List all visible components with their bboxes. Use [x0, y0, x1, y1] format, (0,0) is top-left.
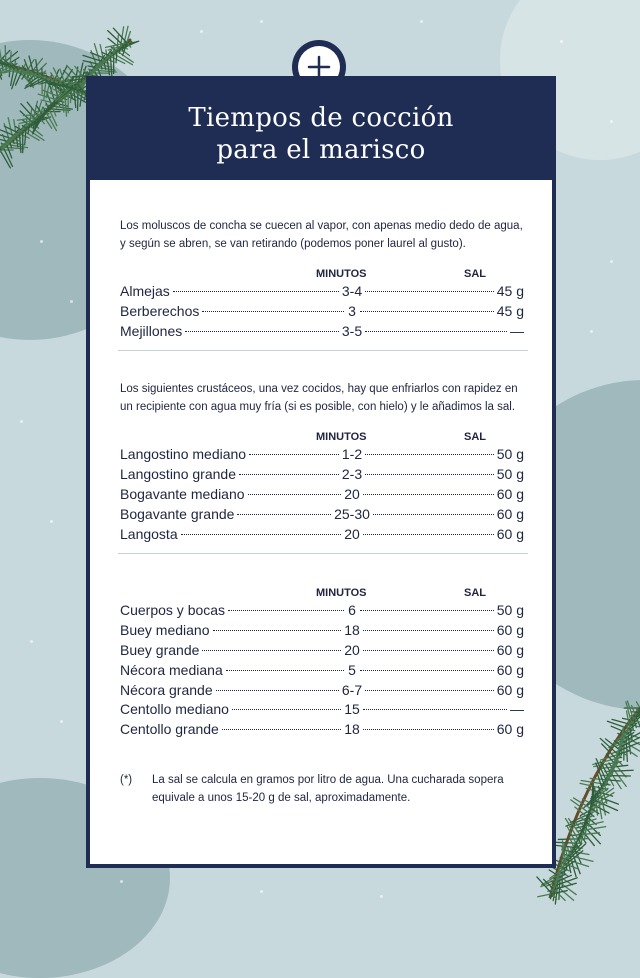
- dot-leader: [248, 494, 342, 495]
- footnote-mark: (*): [120, 771, 152, 807]
- item-name: Buey mediano: [120, 622, 210, 638]
- item-name: Bogavante grande: [120, 506, 234, 522]
- dot-leader: [202, 650, 341, 651]
- item-name: Centollo grande: [120, 721, 219, 737]
- table-row: [120, 622, 524, 642]
- item-name: Centollo mediano: [120, 701, 229, 717]
- table-row: [120, 662, 524, 682]
- item-name: Nécora mediana: [120, 662, 223, 678]
- dot-leader: [363, 709, 507, 710]
- item-name: Mejillones: [120, 323, 182, 339]
- item-name: Cuerpos y bocas: [120, 602, 225, 618]
- table-header: [120, 584, 524, 602]
- snow-dot: [40, 240, 43, 243]
- dot-leader: [216, 690, 339, 691]
- table-rows: [120, 446, 524, 545]
- section-cangrejos: [120, 584, 524, 741]
- dot-leader: [222, 729, 341, 730]
- dot-leader: [365, 331, 507, 332]
- dot-leader: [363, 729, 494, 730]
- table-row: [120, 283, 524, 303]
- dot-leader: [363, 630, 494, 631]
- table-rows: [120, 283, 524, 342]
- item-minutes: 20: [344, 526, 360, 542]
- dot-leader: [365, 474, 494, 475]
- table-row: [120, 642, 524, 662]
- dot-leader: [363, 534, 494, 535]
- item-name: Berberechos: [120, 303, 199, 319]
- table-row: [120, 701, 524, 721]
- dot-leader: [360, 311, 494, 312]
- snow-dot: [200, 30, 203, 33]
- item-salt: 60 g: [497, 721, 524, 737]
- table-row: [120, 721, 524, 741]
- table-rows: [120, 602, 524, 741]
- item-name: Langosta: [120, 526, 178, 542]
- item-salt: 50 g: [497, 446, 524, 462]
- item-salt: —: [510, 323, 524, 339]
- section-intro: Los moluscos de concha se cuecen al vapor, con apenas medio dedo de agua, y según se abren, se van retirando (podemos poner laurel al gusto).: [120, 218, 524, 253]
- table-row: [120, 323, 524, 343]
- item-name: Buey grande: [120, 642, 199, 658]
- item-minutes: 15: [344, 701, 360, 717]
- dot-leader: [226, 670, 344, 671]
- item-salt: 45 g: [497, 283, 524, 299]
- divider: [118, 553, 528, 554]
- item-minutes: 3-4: [342, 283, 362, 299]
- card-body: [90, 180, 552, 864]
- dot-leader: [202, 311, 344, 312]
- item-salt: 50 g: [497, 602, 524, 618]
- title-line-1: Tiempos de cocción: [188, 103, 453, 133]
- minutes-header: MINUTOS: [316, 587, 376, 599]
- item-minutes: 5: [347, 662, 357, 678]
- item-salt: 60 g: [497, 682, 524, 698]
- footnote: [120, 771, 524, 807]
- dot-leader: [181, 534, 342, 535]
- snow-dot: [260, 890, 263, 893]
- snow-dot: [30, 640, 33, 643]
- dot-leader: [363, 650, 494, 651]
- snow-dot: [590, 330, 593, 333]
- item-salt: 45 g: [497, 303, 524, 319]
- table-row: [120, 446, 524, 466]
- item-minutes: 18: [344, 622, 360, 638]
- item-minutes: 3: [347, 303, 357, 319]
- divider: [118, 350, 528, 351]
- salt-header: SAL: [464, 431, 486, 443]
- item-name: Bogavante mediano: [120, 486, 245, 502]
- dot-leader: [232, 709, 341, 710]
- dot-leader: [360, 610, 494, 611]
- dot-leader: [237, 514, 331, 515]
- dot-leader: [185, 331, 339, 332]
- dot-leader: [365, 291, 494, 292]
- dot-leader: [363, 494, 494, 495]
- table-header: [120, 428, 524, 446]
- footnote-text: La sal se calcula en gramos por litro de agua. Una cucharada sopera equivale a unos 15-20 g de sal, aproximadamente.: [152, 771, 524, 807]
- table-row: [120, 526, 524, 546]
- dot-leader: [365, 690, 494, 691]
- item-minutes: 3-5: [342, 323, 362, 339]
- item-name: Nécora grande: [120, 682, 213, 698]
- item-minutes: 1-2: [342, 446, 362, 462]
- table-row: [120, 602, 524, 622]
- dot-leader: [373, 514, 494, 515]
- salt-header: SAL: [464, 268, 486, 280]
- item-name: Langostino mediano: [120, 446, 246, 462]
- item-salt: 50 g: [497, 466, 524, 482]
- item-salt: —: [510, 701, 524, 717]
- dot-leader: [360, 670, 494, 671]
- snow-dot: [120, 880, 123, 883]
- item-minutes: 18: [344, 721, 360, 737]
- dot-leader: [173, 291, 339, 292]
- snow-dot: [20, 420, 23, 423]
- item-salt: 60 g: [497, 506, 524, 522]
- table-row: [120, 466, 524, 486]
- item-salt: 60 g: [497, 526, 524, 542]
- card-header: [90, 76, 552, 180]
- dot-leader: [365, 454, 494, 455]
- section-intro: Los siguientes crustáceos, una vez cocidos, hay que enfriarlos con rapidez en un recipiente con agua muy fría (si es posible, con hielo) y le añadimos la sal.: [120, 381, 524, 416]
- snow-dot: [610, 120, 613, 123]
- item-salt: 60 g: [497, 662, 524, 678]
- item-minutes: 25-30: [334, 506, 370, 522]
- item-minutes: 6-7: [342, 682, 362, 698]
- snow-dot: [560, 40, 563, 43]
- salt-header: SAL: [464, 587, 486, 599]
- snow-dot: [610, 260, 613, 263]
- table-row: [120, 303, 524, 323]
- snow-dot: [60, 720, 63, 723]
- snow-dot: [70, 300, 73, 303]
- snow-dot: [420, 20, 423, 23]
- item-minutes: 20: [344, 486, 360, 502]
- snow-dot: [50, 520, 53, 523]
- item-name: Almejas: [120, 283, 170, 299]
- table-row: [120, 506, 524, 526]
- dot-leader: [228, 610, 344, 611]
- dot-leader: [239, 474, 339, 475]
- snow-dot: [260, 20, 263, 23]
- item-salt: 60 g: [497, 486, 524, 502]
- dot-leader: [249, 454, 339, 455]
- item-salt: 60 g: [497, 642, 524, 658]
- table-row: [120, 682, 524, 702]
- table-row: [120, 486, 524, 506]
- item-minutes: 2-3: [342, 466, 362, 482]
- recipe-card: [86, 76, 556, 868]
- minutes-header: MINUTOS: [316, 431, 376, 443]
- table-header: [120, 265, 524, 283]
- minutes-header: MINUTOS: [316, 268, 376, 280]
- item-minutes: 20: [344, 642, 360, 658]
- snow-dot: [380, 895, 383, 898]
- page-title: [188, 102, 453, 166]
- dot-leader: [213, 630, 342, 631]
- item-name: Langostino grande: [120, 466, 236, 482]
- item-minutes: 6: [347, 602, 357, 618]
- section-crustaceos: [120, 381, 524, 554]
- title-line-2: para el marisco: [216, 135, 425, 165]
- item-salt: 60 g: [497, 622, 524, 638]
- section-moluscos: [120, 218, 524, 351]
